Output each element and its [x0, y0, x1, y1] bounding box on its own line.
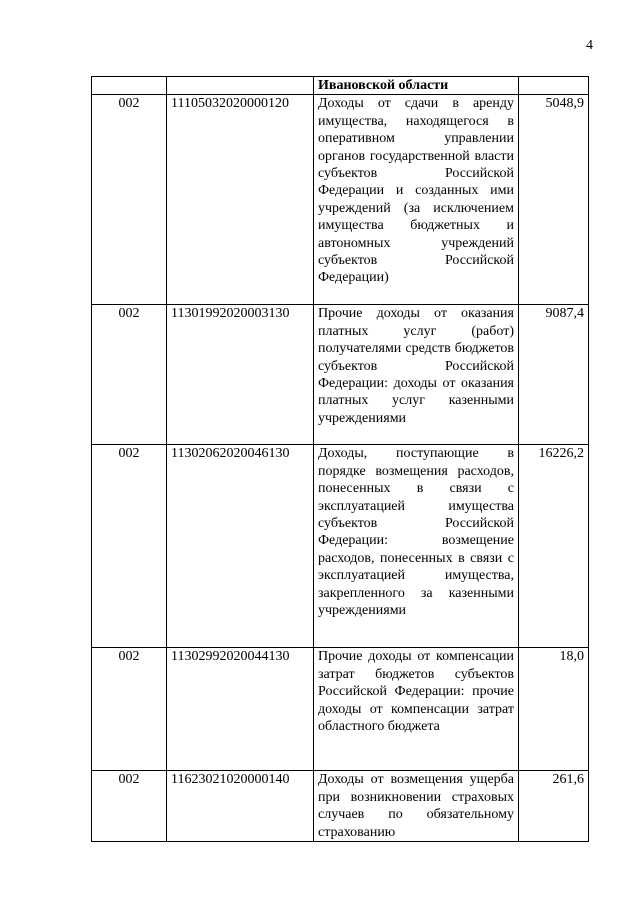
budget-code-cell: 11105032020000120	[167, 95, 314, 305]
sum-cell: 9087,4	[519, 305, 589, 445]
sum-cell: 261,6	[519, 771, 589, 842]
budget-code-cell: 11302992020044130	[167, 648, 314, 771]
admin-code-cell	[92, 77, 167, 95]
budget-code-cell	[167, 77, 314, 95]
table-row	[92, 95, 589, 305]
revenue-name-cell: Прочие доходы от оказания платных услуг (работ) получателями средств бюджетов субъектов Российской Федерации: доходы от оказания платных услуг казенными учреждениями	[314, 305, 519, 445]
revenue-name-cell: Доходы, поступающие в порядке возмещения расходов, понесенных в связи с эксплуатацией имущества субъектов Российской Федерации: возмещение расходов, понесенных в связи с эксплуатацией имущества, закрепленного за казенными учреждениями	[314, 445, 519, 648]
budget-code-cell: 11623021020000140	[167, 771, 314, 842]
sum-cell: 5048,9	[519, 95, 589, 305]
sum-cell: 16226,2	[519, 445, 589, 648]
budget-code-cell: 11301992020003130	[167, 305, 314, 445]
admin-code-cell: 002	[92, 305, 167, 445]
sum-cell: 18,0	[519, 648, 589, 771]
table-row	[92, 648, 589, 771]
admin-code-cell: 002	[92, 95, 167, 305]
revenue-table	[91, 76, 589, 842]
sum-cell	[519, 77, 589, 95]
admin-code-cell: 002	[92, 771, 167, 842]
budget-code-cell: 11302062020046130	[167, 445, 314, 648]
revenue-name-cell: Ивановской области	[314, 77, 519, 95]
page-number: 4	[586, 38, 593, 53]
revenue-name-cell: Прочие доходы от компенсации затрат бюджетов субъектов Российской Федерации: прочие доходы от компенсации затрат областного бюджета	[314, 648, 519, 771]
table-row	[92, 445, 589, 648]
revenue-name-cell: Доходы от возмещения ущерба при возникновении страховых случаев по обязательному страхованию	[314, 771, 519, 842]
table-row	[92, 771, 589, 842]
table-row-continuation	[92, 77, 589, 95]
table-row	[92, 305, 589, 445]
admin-code-cell: 002	[92, 648, 167, 771]
revenue-name-cell: Доходы от сдачи в аренду имущества, находящегося в оперативном управлении органов государственной власти субъектов Российской Федерации и созданных ими учреждений (за исключением имущества бюджетных и автономных учреждений субъектов Российской Федерации)	[314, 95, 519, 305]
admin-code-cell: 002	[92, 445, 167, 648]
